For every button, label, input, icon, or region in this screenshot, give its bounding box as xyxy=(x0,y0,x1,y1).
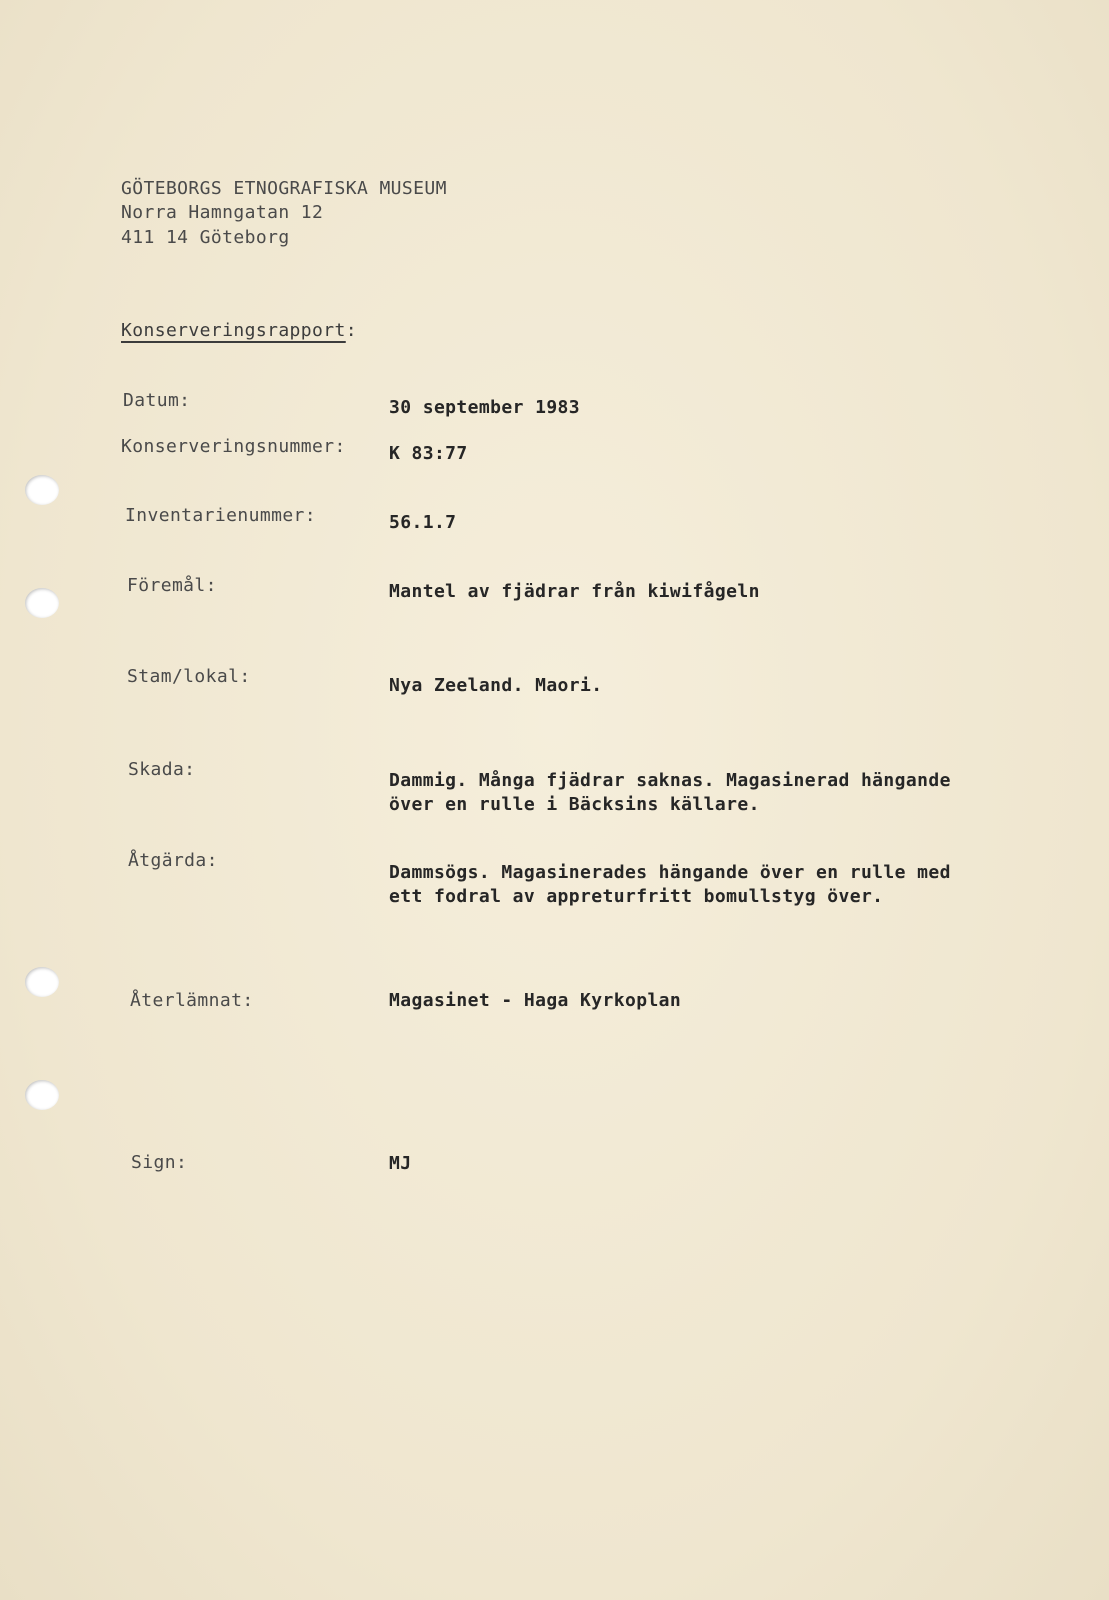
value-konserveringsnummer: K 83:77 xyxy=(389,443,468,464)
value-atgarda: Dammsögs. Magasinerades hängande över en rulle med ett fodral av appreturfritt bomullstyg över. xyxy=(389,862,951,907)
value-aterlamnat: Magasinet - Haga Kyrkoplan xyxy=(389,990,682,1011)
institution-street: Norra Hamngatan 12 xyxy=(121,202,324,223)
institution-name: GÖTEBORGS ETNOGRAFISKA MUSEUM xyxy=(121,178,447,199)
value-stam-lokal: Nya Zeeland. Maori. xyxy=(389,675,603,696)
punch-hole xyxy=(25,475,59,505)
label-aterlamnat: Återlämnat: xyxy=(130,990,254,1011)
label-konserveringsnummer: Konserveringsnummer: xyxy=(121,436,346,457)
value-skada: Dammig. Många fjädrar saknas. Magasinerad hängande över en rulle i Bäcksins källare. xyxy=(389,770,951,815)
value-sign: MJ xyxy=(389,1153,412,1174)
punch-hole xyxy=(25,588,59,618)
institution-city: 411 14 Göteborg xyxy=(121,227,290,248)
label-stam-lokal: Stam/lokal: xyxy=(127,666,251,687)
label-atgarda: Åtgärda: xyxy=(128,850,218,871)
label-skada: Skada: xyxy=(128,759,196,780)
punch-hole xyxy=(25,967,59,997)
report-title xyxy=(121,320,357,341)
value-foremal: Mantel av fjädrar från kiwifågeln xyxy=(389,581,760,602)
label-inventarienummer: Inventarienummer: xyxy=(125,505,317,526)
label-foremal: Föremål: xyxy=(127,575,217,596)
report-title-text: Konserveringsrapport xyxy=(121,320,346,341)
punch-hole xyxy=(25,1080,59,1110)
label-datum: Datum: xyxy=(123,390,191,411)
label-sign: Sign: xyxy=(131,1152,188,1173)
value-inventarienummer: 56.1.7 xyxy=(389,512,457,533)
value-datum: 30 september 1983 xyxy=(389,397,581,418)
report-title-colon: : xyxy=(345,320,357,341)
